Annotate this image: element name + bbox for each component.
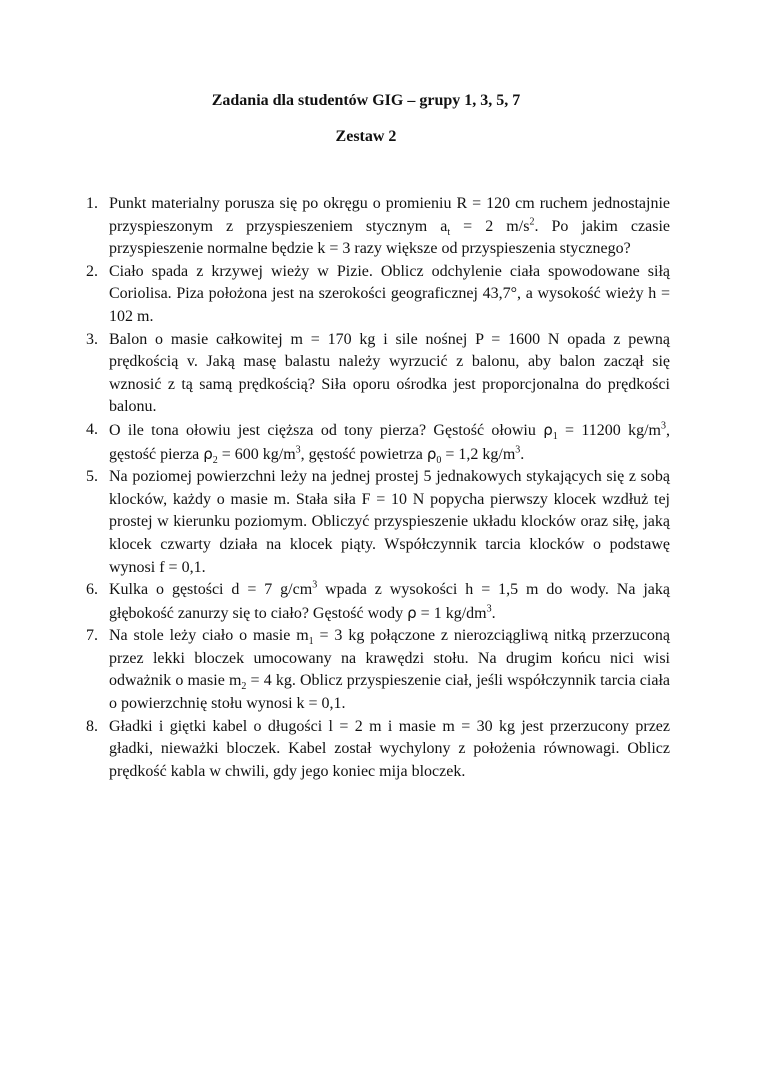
problem-number: 7. [86, 627, 98, 645]
document-title: Zadania dla studentów GIG – grupy 1, 3, 5, 7 [211, 92, 521, 109]
problem-text: O ile tona ołowiu jest cięższa od tony pierza? Gęstość ołowiu $\rho_1 = 11200$ $kg/m^3$, gęstość pierza $\rho_2 = 600$ $kg/m^3$, gęstość powietrza $\rho_0 = 1,2$ $kg/m^3$. [109, 420, 670, 466]
problem-number: 2. [86, 262, 98, 280]
problem-text: Kulka o gęstości d = 7 $g/cm^3$ wpada z wysokości h = 1,5 m do wody. Na jaką głębokość zanurzy się to ciało? Gęstość wody ρ = 1 $kg/dm^3$. [109, 579, 671, 622]
problem-list [86, 193, 670, 783]
problem-number: 8. [86, 717, 98, 735]
problem-text: Punkt materialny porusza się po okręgu o promieniu R = 120 cm ruchem jednostajnie przyspieszonym z przyspieszeniem stycznym $a_t = 2$ $m/s^2$. Po jakim czasie przyspieszenie normalne będzie k = 3 razy większe od przyspieszenia stycznego? [109, 195, 671, 258]
problem-number: 5. [86, 468, 98, 486]
problem-8 [86, 716, 670, 784]
problem-4 [86, 419, 670, 466]
problem-5 [86, 466, 670, 579]
problem-number: 3. [86, 330, 98, 348]
problem-text: Ciało spada z krzywej wieży w Pizie. Oblicz odchylenie ciała spowodowane siłą Coriolisa. Piza położona jest na szerokości geograficznej 43,7°, a wysokość wieży h = 102 m. [109, 262, 670, 325]
problem-6 [86, 579, 670, 625]
problem-text: Na poziomej powierzchni leży na jednej prostej 5 jednakowych stykających się z sobą klocków, każdy o masie m. Stała siła F = 10 N popycha pierwszy klocek wzdłuż tej prostej w kierunku poziomym. Obliczyć przyspieszenie układu klocków oraz siłę, jaką klocek czwarty działa na klocek piąty. Współczynnik tarcia klocków o podstawę wynosi f = 0,1. [109, 468, 670, 576]
problem-number: 4. [86, 420, 98, 438]
problem-text: Gładki i giętki kabel o długości l = 2 m i masie m = 30 kg jest przerzucony przez gładki, nieważki bloczek. Kabel został wychylony z położenia równowagi. Oblicz prędkość kabla w chwili, gdy jego koniec mija bloczek. [109, 717, 670, 780]
problem-7 [86, 625, 670, 715]
problem-3 [86, 329, 670, 419]
document-subtitle: Zestaw 2 [335, 128, 397, 145]
problem-number: 1. [86, 195, 98, 212]
problem-text: Balon o masie całkowitej m = 170 kg i sile nośnej P = 1600 N opada z pewną prędkością v. Jaką masę balastu należy wyrzucić z balonu, aby balon zaczął się wznosić z tą samą prędkością? Siła oporu ośrodka jest proporcjonalna do prędkości balonu. [109, 330, 670, 416]
problem-1 [86, 193, 670, 261]
problem-2 [86, 261, 670, 329]
problem-number: 6. [86, 581, 98, 599]
problem-text: Na stole leży ciało o masie $m_1 = 3$ kg połączone z nierozciągliwą nitką przerzuconą przez lekki bloczek umocowany na krawędzi stołu. Na drugim końcu nici wisi odważnik o masie $m_2 = 4$ kg. Oblicz przyspieszenie ciał, jeśli współczynnik tarcia ciała o powierzchnię stołu wynosi k = 0,1. [109, 627, 670, 713]
